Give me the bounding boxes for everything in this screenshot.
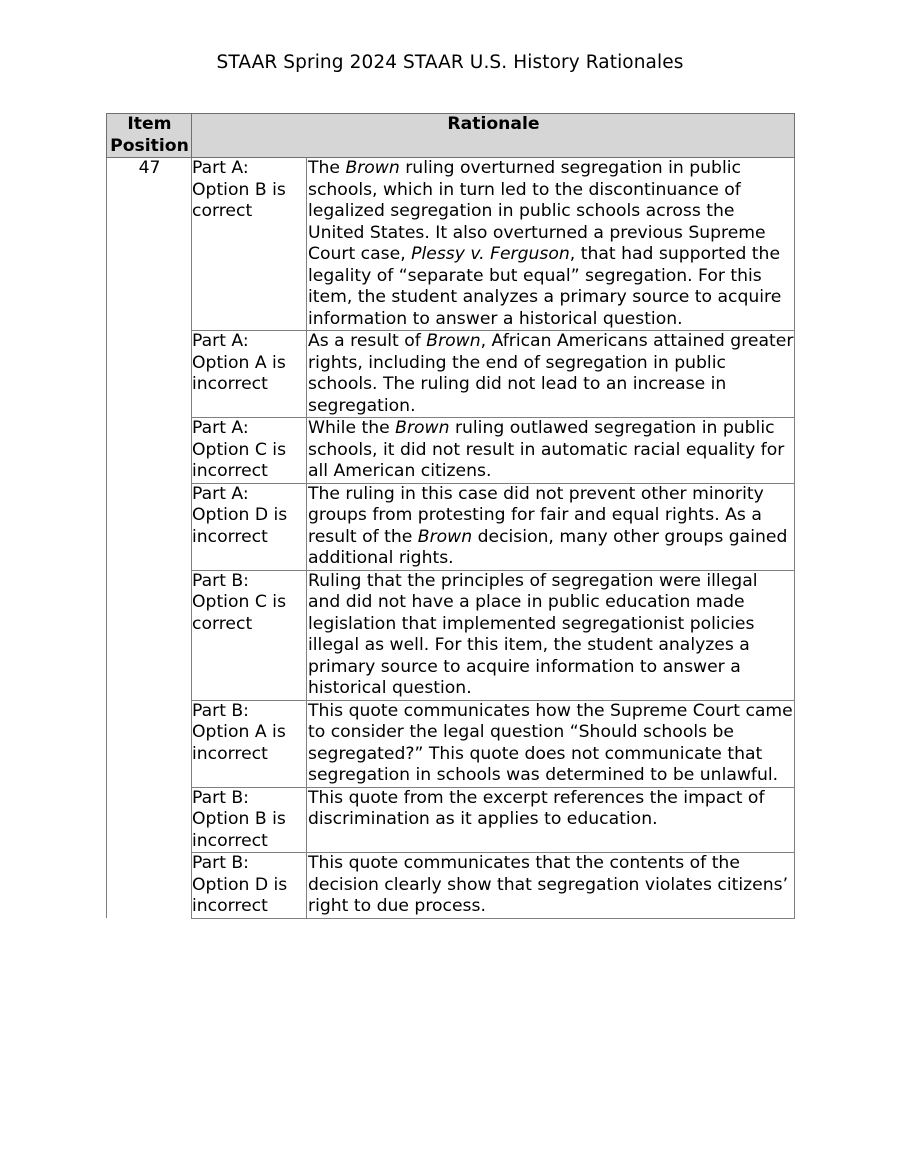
table-body (107, 158, 795, 919)
rationale-text: As a result of (308, 331, 427, 351)
rationale-text-cell (307, 158, 795, 331)
rationale-text-cell (307, 483, 795, 570)
table-row (107, 700, 795, 787)
option-label-cell: Part A: Option B is correct (192, 158, 307, 331)
option-label-cell: Part B: Option D is incorrect (192, 853, 307, 919)
option-label-cell: Part A: Option D is incorrect (192, 483, 307, 570)
header-item-position: Item Position (107, 114, 192, 158)
rationale-text: This quote communicates that the contents of the decision clearly show that segregation violates citizens’ right to due process. (308, 853, 789, 916)
rationale-text-cell (307, 570, 795, 700)
rationale-text: The (308, 158, 346, 178)
rationale-table (106, 113, 795, 919)
option-label-cell: Part A: Option C is incorrect (192, 418, 307, 484)
case-name-italic: Brown (426, 331, 481, 351)
page-title: STAAR Spring 2024 STAAR U.S. History Rationales (216, 52, 684, 73)
rationale-text: ruling outlawed segregation in public schools, it did not result in automatic racial equality for all American citizens. (308, 418, 785, 481)
table-row (107, 418, 795, 484)
table-row (107, 570, 795, 700)
rationale-text-cell (307, 700, 795, 787)
rationale-text-cell (307, 787, 795, 853)
table-row (107, 331, 795, 418)
case-name-italic: Brown (417, 526, 473, 547)
table-row (107, 853, 795, 919)
option-label-cell: Part A: Option A is incorrect (192, 331, 307, 418)
option-label-cell: Part B: Option C is correct (192, 570, 307, 700)
rationale-text-cell (307, 331, 795, 418)
rationale-text: Ruling that the principles of segregation were illegal and did not have a place in public education made legislation that implemented segregationist policies illegal as well. For this item, the student analyzes a primary source to acquire information to answer a historical question. (308, 570, 758, 698)
table-row (107, 483, 795, 570)
option-label-cell: Part B: Option A is incorrect (192, 700, 307, 787)
option-label-cell: Part B: Option B is incorrect (192, 787, 307, 853)
case-name-italic: Plessy v. Ferguson (411, 244, 570, 264)
table-row (107, 787, 795, 853)
rationale-text: This quote from the excerpt references the impact of discrimination as it applies to education. (308, 787, 765, 829)
rationale-text: The ruling in this case did not prevent other minority groups from protesting for fair and equal rights. As a result of the (308, 483, 764, 547)
rationale-text: While the (308, 418, 396, 438)
table-header-row (107, 114, 795, 158)
rationale-text: ruling overturned segregation in public schools, which in turn led to the discontinuance of legalized segregation in public schools across the United States. It also overturned a previous Supreme Court case, (308, 158, 766, 264)
rationale-text: This quote communicates how the Supreme Court came to consider the legal question “Should schools be segregated?” This quote does not communicate that segregation in schools was determined to be unlawful. (308, 700, 793, 785)
rationale-text: , African Americans attained greater rights, including the end of segregation in public schools. The ruling did not lead to an increase in segregation. (308, 331, 794, 416)
rationale-text-cell (307, 418, 795, 484)
item-position-cell: 47 (107, 158, 192, 919)
rationale-text-cell (307, 853, 795, 919)
table-row (107, 158, 795, 331)
case-name-italic: Brown (395, 418, 450, 438)
rationale-text: , that had supported the legality of “separate but equal” segregation. For this item, the student analyzes a primary source to acquire information to answer a historical question. (308, 244, 782, 329)
header-rationale: Rationale (192, 114, 795, 158)
rationale-text: decision, many other groups gained additional rights. (308, 526, 788, 568)
case-name-italic: Brown (345, 158, 400, 178)
